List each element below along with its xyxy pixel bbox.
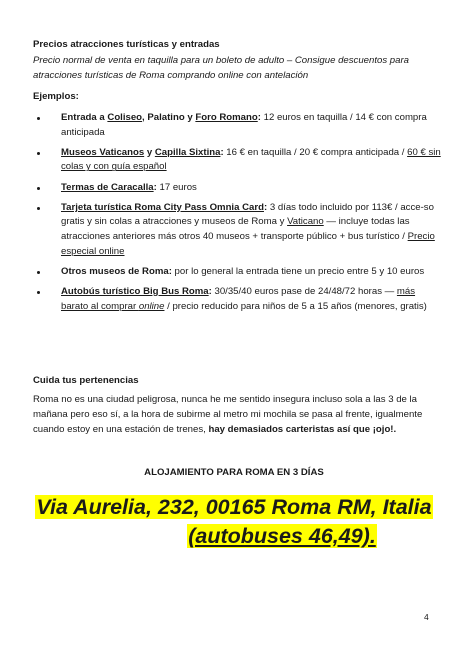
examples-label: Ejemplos: (33, 91, 79, 102)
item-text: Entrada a (61, 112, 108, 123)
belongings-paragraph (33, 392, 441, 437)
accommodation-title: ALOJAMIENTO PARA ROMA EN 3 DÍAS (144, 467, 324, 478)
item-link[interactable]: Capilla Sixtina (154, 146, 221, 158)
item-text: y (144, 146, 155, 158)
list-item (33, 111, 443, 140)
item-text: 12 euros en taquilla / 14 € con compra anticipada (61, 112, 427, 138)
bullet-icon (37, 207, 40, 210)
item-link[interactable]: Vaticano (287, 216, 324, 228)
list-item (33, 146, 443, 175)
item-text: : (263, 201, 268, 213)
item-link[interactable]: Precio especial online (61, 230, 435, 257)
section-title-belongings: Cuida tus pertenencias (33, 375, 139, 386)
bullet-icon (37, 117, 40, 120)
address-highlight-1: Via Aurelia, 232, 00165 Roma RM, Italia (36, 495, 432, 519)
item-text: : (153, 181, 157, 193)
item-text: por lo general la entrada tiene un precio entre 5 y 10 euros (171, 265, 425, 277)
item-text: : (257, 112, 261, 123)
item-text: / precio reducido para niños de 5 a 15 años (menores, gratis) (164, 300, 427, 312)
attractions-list (33, 111, 443, 320)
intro-text: Precio normal de venta en taquilla para un boleto de adulto – Consigue descuentos para atracciones turísticas de Roma comprando online con antelación (33, 55, 410, 81)
section-title-prices: Precios atracciones turísticas y entradas (33, 39, 220, 50)
list-item (33, 181, 443, 196)
item-text: 16 € en taquilla / 20 € compra anticipada / (223, 146, 408, 158)
item-text: — incluye todas las atracciones anteriores más otros 40 museos + transporte público + bus turístico / (61, 216, 410, 242)
list-item (33, 201, 443, 259)
address-highlight-2: (autobuses 46,49). (188, 524, 376, 548)
item-text: : (208, 285, 212, 297)
item-link[interactable]: Tarjeta turística Roma City Pass Omnia Card (61, 201, 264, 213)
item-text: 30/35/40 euros pase de 24/48/72 horas — (211, 285, 397, 297)
item-link[interactable]: Termas de Caracalla (61, 181, 154, 193)
item-text: 17 euros (156, 181, 197, 193)
item-text: : (220, 146, 224, 158)
item-text: , Palatino y (142, 112, 196, 123)
item-link[interactable]: Autobús turístico Big Bus Roma (61, 285, 209, 297)
item-link[interactable]: Museos Vaticanos (61, 146, 145, 158)
belongings-text: Roma no es una ciudad peligrosa, nunca he me sentido insegura incluso sola a las 3 de la mañana pero eso sí, a la hora de subirme al metro mi mochila se pasa al frente, igualmente cuando estoy en una estación de trenes, (33, 394, 423, 435)
item-text: 3 días todo incluido por 113€ / acce-so gratis y sin colas a atracciones y museos de Roma y (61, 201, 434, 228)
bullet-icon (37, 271, 40, 274)
bullet-icon (37, 291, 40, 294)
item-link[interactable]: Coliseo (107, 112, 143, 123)
item-text: Otros museos de Roma: (61, 265, 172, 277)
belongings-warning: hay demasiados carteristas así que ¡ojo!. (208, 424, 397, 435)
address-line-2 (48, 523, 468, 549)
bullet-icon (37, 152, 40, 155)
bullet-icon (37, 187, 40, 190)
item-link[interactable]: Foro Romano (195, 112, 258, 123)
item-link[interactable]: online (138, 300, 165, 312)
list-item (33, 285, 443, 314)
list-item (33, 265, 443, 280)
page-number: 4 (424, 612, 429, 622)
address-line-1 (0, 494, 468, 520)
item-link[interactable]: 60 € sin colas y con guía español (61, 146, 441, 173)
item-link[interactable]: más barato al comprar (61, 285, 416, 312)
